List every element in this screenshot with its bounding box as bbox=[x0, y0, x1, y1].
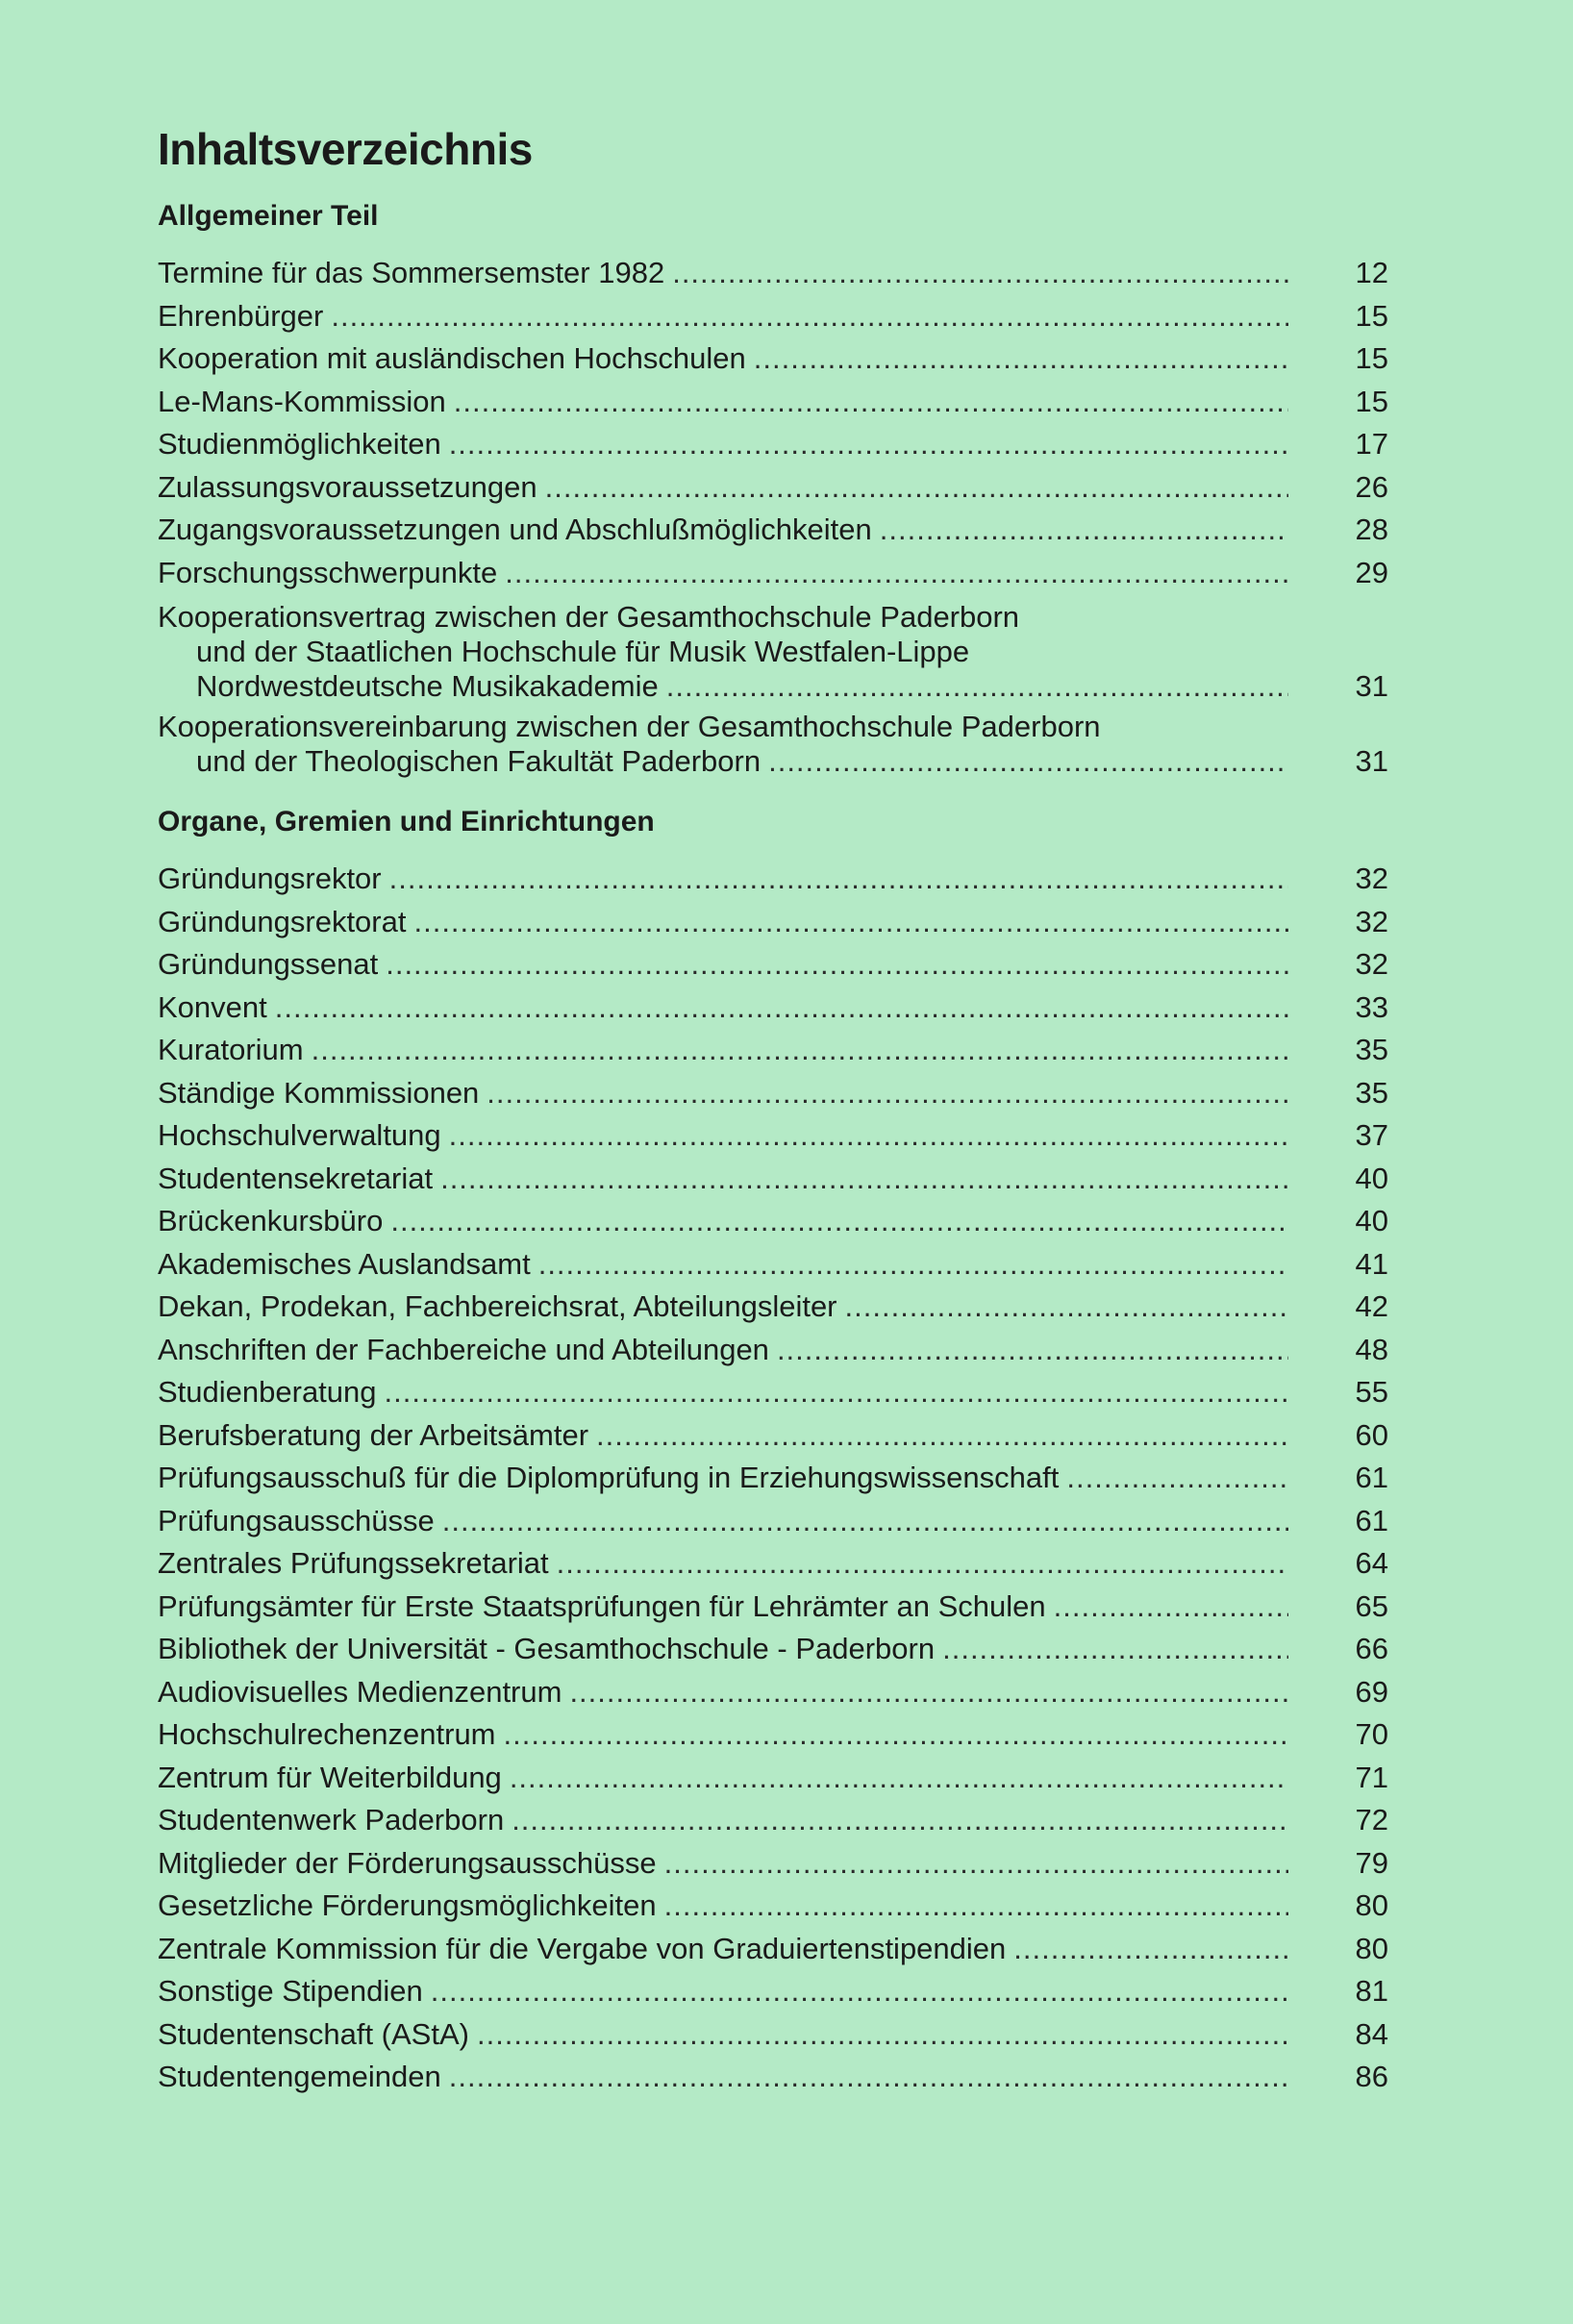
toc-page-number: 61 bbox=[1355, 1503, 1388, 1537]
toc-entry[interactable] bbox=[158, 295, 1388, 338]
dot-leader bbox=[596, 1414, 1288, 1458]
dot-leader bbox=[449, 2056, 1288, 2099]
toc-entry[interactable] bbox=[158, 1200, 1388, 1243]
toc-entry-title: Studentenwerk Paderborn bbox=[158, 1803, 505, 1837]
toc-page-number: 61 bbox=[1355, 1461, 1388, 1494]
toc-entry[interactable] bbox=[158, 381, 1388, 424]
toc-page-number: 72 bbox=[1355, 1803, 1388, 1837]
toc-page-number: 86 bbox=[1355, 2060, 1388, 2093]
dot-leader bbox=[477, 2013, 1288, 2057]
toc-entry-title: und der Staatlichen Hochschule für Musik Westfalen-Lippe bbox=[196, 635, 970, 668]
toc-entry[interactable] bbox=[158, 509, 1388, 552]
toc-entry[interactable] bbox=[158, 1586, 1388, 1629]
toc-entry-title: Ehrenbürger bbox=[158, 298, 324, 333]
toc-entry-title: und der Theologischen Fakultät Paderborn bbox=[196, 744, 762, 778]
toc-entry-title: Gründungssenat bbox=[158, 947, 379, 981]
dot-leader bbox=[487, 1072, 1288, 1115]
dot-leader bbox=[512, 1799, 1288, 1842]
dot-leader bbox=[389, 858, 1288, 901]
dot-leader bbox=[666, 669, 1288, 704]
toc-entry[interactable] bbox=[158, 466, 1388, 510]
toc-page-number: 37 bbox=[1355, 1118, 1388, 1152]
toc-page-number: 15 bbox=[1355, 384, 1388, 418]
toc-page-number: 79 bbox=[1355, 1845, 1388, 1880]
toc-entry-title: Studentengemeinden bbox=[158, 2060, 441, 2093]
dot-leader bbox=[431, 1970, 1288, 2013]
toc-entry[interactable] bbox=[158, 943, 1388, 987]
toc-entry-title: Akademisches Auslandsamt bbox=[158, 1246, 531, 1281]
toc-page-number: 32 bbox=[1355, 947, 1388, 981]
toc-entry-title: Gesetzliche Förderungsmöglichkeiten bbox=[158, 1888, 657, 1922]
toc-entry[interactable] bbox=[158, 1885, 1388, 1928]
toc-list-general bbox=[158, 252, 1388, 779]
toc-entry-title: Hochschulverwaltung bbox=[158, 1118, 441, 1152]
toc-entry[interactable] bbox=[158, 552, 1388, 595]
toc-entry[interactable] bbox=[158, 704, 1388, 779]
toc-entry[interactable] bbox=[158, 1542, 1388, 1586]
toc-page-number: 70 bbox=[1355, 1717, 1388, 1751]
toc-entry-title: Studentenschaft (AStA) bbox=[158, 2016, 469, 2051]
dot-leader bbox=[664, 1842, 1288, 1886]
dot-leader bbox=[390, 1200, 1288, 1243]
dot-leader bbox=[880, 509, 1288, 552]
toc-entry-title: Studentensekretariat bbox=[158, 1161, 434, 1195]
toc-entry[interactable] bbox=[158, 337, 1388, 381]
toc-entry-title: Prüfungsausschüsse bbox=[158, 1503, 435, 1537]
toc-page-number: 48 bbox=[1355, 1332, 1388, 1366]
dot-leader bbox=[275, 987, 1288, 1030]
section-heading-general: Allgemeiner Teil bbox=[158, 200, 379, 232]
toc-page-number: 60 bbox=[1355, 1417, 1388, 1452]
dot-leader bbox=[504, 1713, 1288, 1757]
dot-leader bbox=[545, 466, 1288, 510]
toc-page-number: 28 bbox=[1355, 512, 1388, 546]
toc-entry[interactable] bbox=[158, 1500, 1388, 1543]
toc-page-number: 35 bbox=[1355, 1075, 1388, 1110]
toc-page-number: 32 bbox=[1355, 862, 1388, 895]
toc-page-number: 69 bbox=[1355, 1674, 1388, 1709]
dot-leader bbox=[538, 1243, 1288, 1287]
toc-page-number: 31 bbox=[1355, 744, 1388, 778]
dot-leader bbox=[505, 552, 1288, 595]
toc-page-number: 66 bbox=[1355, 1632, 1388, 1665]
dot-leader bbox=[664, 1885, 1288, 1928]
toc-page-number: 40 bbox=[1355, 1161, 1388, 1195]
dot-leader bbox=[777, 1329, 1288, 1372]
dot-leader bbox=[569, 1671, 1288, 1714]
dot-leader bbox=[754, 337, 1288, 381]
toc-page-number: 26 bbox=[1355, 469, 1388, 504]
toc-entry-title: Sonstige Stipendien bbox=[158, 1974, 423, 2008]
toc-entry[interactable] bbox=[158, 2013, 1388, 2057]
dot-leader bbox=[845, 1286, 1288, 1329]
toc-entry[interactable] bbox=[158, 1628, 1388, 1671]
toc-entry-title: Zentrales Prüfungssekretariat bbox=[158, 1546, 549, 1580]
dot-leader bbox=[1054, 1586, 1288, 1629]
toc-page-number: 65 bbox=[1355, 1588, 1388, 1623]
toc-page-number: 33 bbox=[1355, 989, 1388, 1024]
dot-leader bbox=[510, 1757, 1288, 1800]
toc-entry[interactable] bbox=[158, 423, 1388, 466]
toc-page-number: 32 bbox=[1355, 904, 1388, 938]
toc-entry-title: Kooperationsvertrag zwischen der Gesamthochschule Paderborn bbox=[158, 600, 1020, 634]
toc-page-number: 15 bbox=[1355, 341, 1388, 375]
dot-leader bbox=[557, 1542, 1288, 1586]
toc-list-organs bbox=[158, 858, 1388, 2099]
toc-page-number: 40 bbox=[1355, 1204, 1388, 1237]
toc-page-number: 17 bbox=[1355, 427, 1388, 461]
toc-entry[interactable] bbox=[158, 1072, 1388, 1115]
dot-leader bbox=[386, 943, 1288, 987]
dot-leader bbox=[1013, 1928, 1288, 1971]
toc-entry-title: Kuratorium bbox=[158, 1033, 304, 1066]
toc-entry[interactable] bbox=[158, 1286, 1388, 1329]
toc-page-number: 81 bbox=[1355, 1974, 1388, 2008]
dot-leader bbox=[449, 1114, 1288, 1158]
toc-entry-title: Nordwestdeutsche Musikakademie bbox=[196, 669, 659, 703]
toc-page-number: 80 bbox=[1355, 1888, 1388, 1922]
toc-entry-title: Kooperation mit ausländischen Hochschulen bbox=[158, 341, 746, 375]
toc-page-number: 35 bbox=[1355, 1033, 1388, 1066]
toc-entry-title: Forschungsschwerpunkte bbox=[158, 555, 498, 589]
toc-entry[interactable] bbox=[158, 901, 1388, 944]
toc-entry-title: Zentrale Kommission für die Vergabe von Graduiertenstipendien bbox=[158, 1931, 1007, 1965]
section-heading-organs: Organe, Gremien und Einrichtungen bbox=[158, 806, 655, 837]
toc-entry[interactable] bbox=[158, 2056, 1388, 2099]
toc-entry-title: Kooperationsvereinbarung zwischen der Gesamthochschule Paderborn bbox=[158, 710, 1101, 743]
toc-entry-title: Zentrum für Weiterbildung bbox=[158, 1760, 502, 1794]
dot-leader bbox=[413, 901, 1288, 944]
toc-entry-title: Zulassungsvoraussetzungen bbox=[158, 469, 537, 504]
toc-page-number: 71 bbox=[1355, 1760, 1388, 1794]
dot-leader bbox=[331, 295, 1288, 338]
toc-entry-title: Bibliothek der Universität - Gesamthochschule - Paderborn bbox=[158, 1632, 936, 1665]
toc-page-number: 41 bbox=[1355, 1246, 1388, 1281]
dot-leader bbox=[440, 1158, 1288, 1201]
toc-entry[interactable] bbox=[158, 1114, 1388, 1158]
toc-entry-title: Brückenkursbüro bbox=[158, 1204, 384, 1237]
toc-page-number: 42 bbox=[1355, 1289, 1388, 1323]
toc-entry[interactable] bbox=[158, 1671, 1388, 1714]
toc-page-number: 12 bbox=[1355, 256, 1388, 289]
dot-leader bbox=[385, 1371, 1288, 1414]
toc-entry[interactable] bbox=[158, 1329, 1388, 1372]
toc-entry-title: Ständige Kommissionen bbox=[158, 1075, 480, 1110]
toc-page-number: 64 bbox=[1355, 1546, 1388, 1580]
toc-entry-title: Gründungsrektor bbox=[158, 862, 382, 895]
toc-entry[interactable] bbox=[158, 1371, 1388, 1414]
toc-entry[interactable] bbox=[158, 1970, 1388, 2013]
toc-entry-title: Studienberatung bbox=[158, 1375, 377, 1409]
toc-page-number: 55 bbox=[1355, 1375, 1388, 1409]
toc-entry[interactable] bbox=[158, 1799, 1388, 1842]
toc-entry-title: Mitglieder der Förderungsausschüsse bbox=[158, 1845, 657, 1880]
toc-page-number: 84 bbox=[1355, 2016, 1388, 2051]
toc-entry-title: Audiovisuelles Medienzentrum bbox=[158, 1674, 562, 1709]
toc-page-number: 80 bbox=[1355, 1931, 1388, 1965]
toc-entry[interactable] bbox=[158, 252, 1388, 295]
toc-entry[interactable] bbox=[158, 1713, 1388, 1757]
dot-leader bbox=[442, 1500, 1288, 1543]
toc-entry[interactable] bbox=[158, 1842, 1388, 1886]
toc-entry[interactable] bbox=[158, 1414, 1388, 1458]
toc-entry-title: Berufsberatung der Arbeitsämter bbox=[158, 1417, 589, 1452]
toc-entry[interactable] bbox=[158, 1928, 1388, 1971]
toc-entry[interactable] bbox=[158, 1029, 1388, 1072]
dot-leader bbox=[449, 423, 1288, 466]
toc-entry-title: Anschriften der Fachbereiche und Abteilungen bbox=[158, 1332, 769, 1366]
dot-leader bbox=[454, 381, 1288, 424]
toc-entry-title: Studienmöglichkeiten bbox=[158, 427, 441, 461]
toc-entry[interactable] bbox=[158, 987, 1388, 1030]
toc-entry[interactable] bbox=[158, 594, 1388, 704]
toc-entry-title: Gründungsrektorat bbox=[158, 904, 407, 938]
dot-leader bbox=[942, 1628, 1288, 1671]
toc-entry[interactable] bbox=[158, 858, 1388, 901]
dot-leader bbox=[1066, 1457, 1288, 1500]
toc-entry[interactable] bbox=[158, 1243, 1388, 1287]
toc-entry-title: Prüfungsausschuß für die Diplomprüfung in Erziehungswissenschaft bbox=[158, 1461, 1060, 1494]
toc-entry[interactable] bbox=[158, 1158, 1388, 1201]
dot-leader bbox=[312, 1029, 1288, 1072]
toc-entry-title: Zugangsvoraussetzungen und Abschlußmöglichkeiten bbox=[158, 512, 872, 546]
dot-leader bbox=[768, 744, 1288, 779]
toc-entry-title: Hochschulrechenzentrum bbox=[158, 1717, 496, 1751]
toc-page-number: 15 bbox=[1355, 298, 1388, 333]
toc-entry-title: Termine für das Sommersemster 1982 bbox=[158, 256, 665, 289]
toc-entry-title: Le-Mans-Kommission bbox=[158, 384, 446, 418]
toc-page-number: 31 bbox=[1355, 669, 1388, 703]
toc-page-number: 29 bbox=[1355, 555, 1388, 589]
toc-entry[interactable] bbox=[158, 1757, 1388, 1800]
toc-entry-title: Konvent bbox=[158, 989, 267, 1024]
page-title: Inhaltsverzeichnis bbox=[158, 124, 533, 174]
dot-leader bbox=[672, 252, 1288, 295]
toc-entry[interactable] bbox=[158, 1457, 1388, 1500]
toc-entry-title: Prüfungsämter für Erste Staatsprüfungen für Lehrämter an Schulen bbox=[158, 1588, 1046, 1623]
toc-entry-title: Dekan, Prodekan, Fachbereichsrat, Abteilungsleiter bbox=[158, 1289, 837, 1323]
